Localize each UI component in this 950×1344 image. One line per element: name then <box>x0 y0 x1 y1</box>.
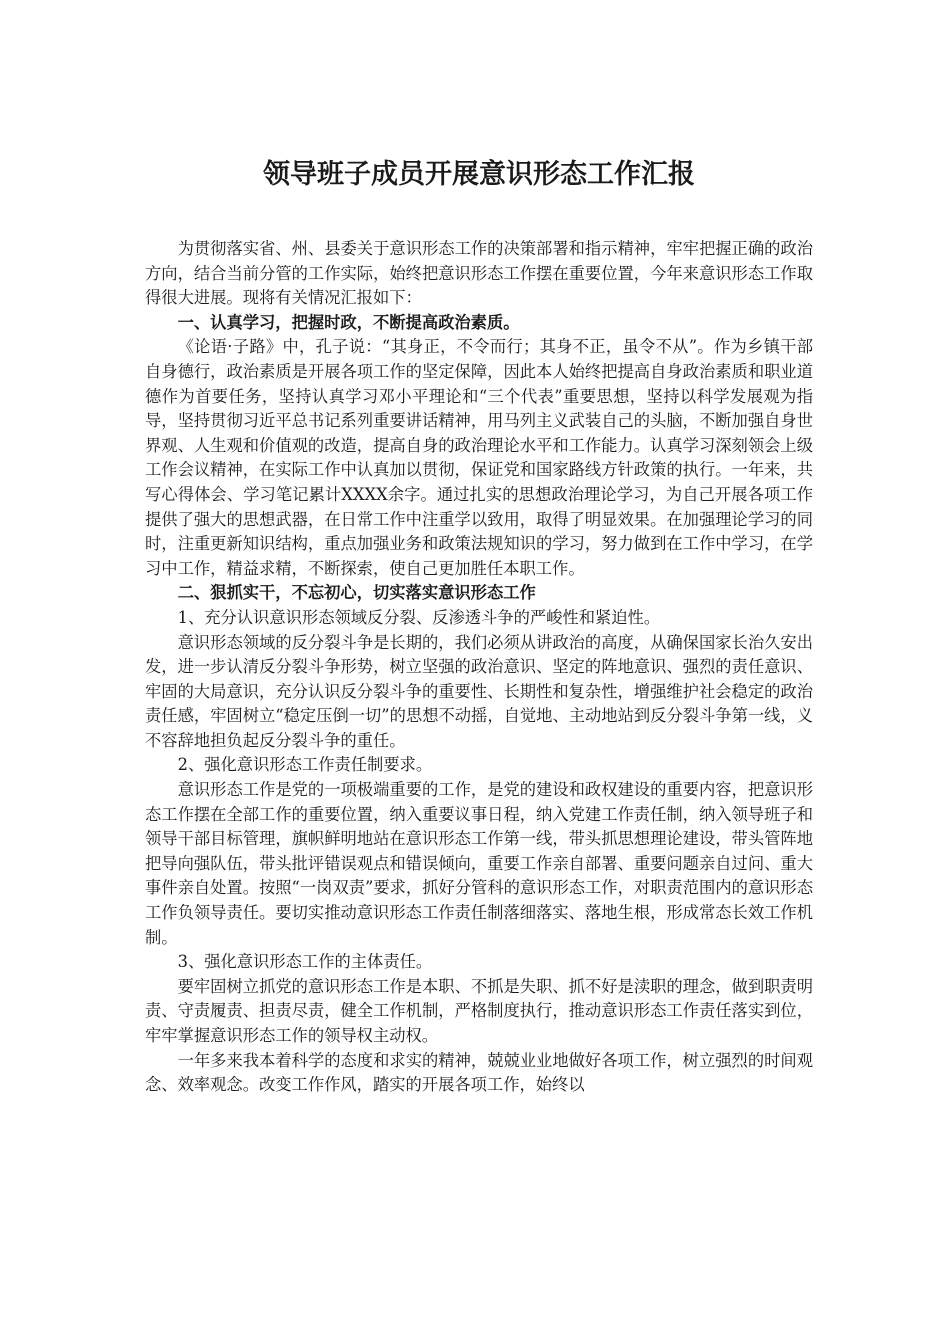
subsection-heading-1: 1、充分认识意识形态领域反分裂、反渗透斗争的严峻性和紧迫性。 <box>177 607 661 627</box>
section-heading-1: 一、认真学习，把握时政，不断提高政治素质。 <box>177 312 520 332</box>
closing-paragraph: 一年多来我本着科学的态度和求实的精神，兢兢业业地做好各项工作，树立强烈的时间观念、效率观念。改变工作作风，踏实的开展各项工作，始终以 <box>145 1050 813 1095</box>
section-heading-2: 二、狠抓实干，不忘初心，切实落实意识形态工作 <box>177 583 536 603</box>
document-page <box>145 150 813 1098</box>
subsection-heading-2: 2、强化意识形态工作责任制要求。 <box>177 755 433 775</box>
subsection-2-body: 意识形态工作是党的一项极端重要的工作，是党的建设和政权建设的重要内容，把意识形态工作摆在全部工作的重要位置，纳入重要议事日程，纳入党建工作责任制，纳入领导班子和领导干部目标管理，旗帜鲜明地站在意识形态工作第一线，带头抓思想理论建设，带头管阵地把导向强队伍，带头批评错误观点和错误倾向，重要工作亲自部署、重要问题亲自过问、重大事件亲自处置。按照“一岗双责”要求，抓好分管科的意识形态工作，对职责范围内的意识形态工作负领导责任。要切实推动意识形态工作责任制落细落实、落地生根，形成常态长效工作机制。 <box>145 780 813 947</box>
document-title: 领导班子成员开展意识形态工作汇报 <box>263 159 695 190</box>
subsection-3-body: 要牢固树立抓党的意识形态工作是本职、不抓是失职、抓不好是渎职的理念，做到职责明责、守责履责、担责尽责，健全工作机制，严格制度执行，推动意识形态工作责任落实到位，牢牢掌握意识形态工作的领导权主动权。 <box>145 976 813 1045</box>
subsection-1-body: 意识形态领域的反分裂斗争是长期的，我们必须从讲政治的高度，从确保国家长治久安出发，进一步认清反分裂斗争形势，树立坚强的政治意识、坚定的阵地意识、强烈的责任意识、牢固的大局意识，充分认识反分裂斗争的重要性、长期性和复杂性，增强维护社会稳定的政治责任感，牢固树立“稳定压倒一切”的思想不动摇，自觉地、主动地站到反分裂斗争第一线，义不容辞地担负起反分裂斗争的重任。 <box>145 632 813 750</box>
subsection-heading-3: 3、强化意识形态工作的主体责任。 <box>177 952 433 972</box>
section-1-body: 《论语·子路》中，孔子说：“其身正，不令而行；其身不正，虽令不从”。作为乡镇干部自身德行，政治素质是开展各项工作的坚定保障，因此本人始终把提高自身政治素质和职业道德作为首要任务，坚持认真学习邓小平理论和“三个代表”重要思想，坚持以科学发展观为指导，坚持贯彻习近平总书记系列重要讲话精神，用马列主义武装自己的头脑，不断加强自身世界观、人生观和价值观的改造，提高自身的政治理论水平和工作能力。认真学习深刻领会上级工作会议精神，在实际工作中认真加以贯彻，保证党和国家路线方针政策的执行。一年来，共写心得体会、学习笔记累计XXXX余字。通过扎实的思想政治理论学习，为自己开展各项工作提供了强大的思想武器，在日常工作中注重学以致用，取得了明显效果。在加强理论学习的同时，注重更新知识结构，重点加强业务和政策法规知识的学习，努力做到在工作中学习，在学习中工作，精益求精，不断探索，使自己更加胜任本职工作。 <box>145 337 813 578</box>
intro-paragraph: 为贯彻落实省、州、县委关于意识形态工作的决策部署和指示精神，牢牢把握正确的政治方向，结合当前分管的工作实际，始终把意识形态工作摆在重要位置，今年来意识形态工作取得很大进展。现将有关情况汇报如下： <box>145 239 813 308</box>
